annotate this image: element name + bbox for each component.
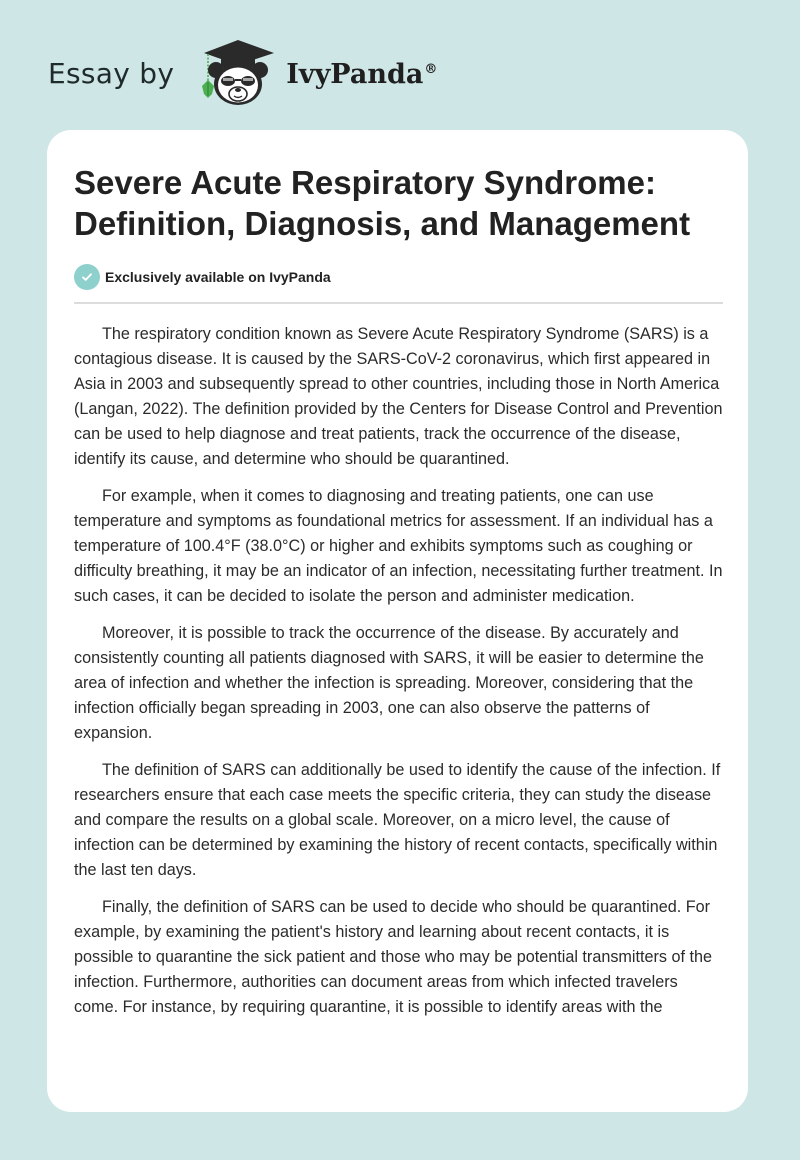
divider [74, 302, 723, 304]
essay-title: Severe Acute Respiratory Syndrome: Definition, Diagnosis, and Management [74, 164, 691, 242]
registered-mark: ® [424, 62, 438, 77]
paragraph: Moreover, it is possible to track the occurrence of the disease. By accurately and consistently counting all patients diagnosed with SARS, it will be easier to determine the area of infection and whether the infection is spreading. Moreover, considering that the infection officially began spreading in 2003, one can also observe the patterns of expansion. [74, 624, 704, 742]
brand-text: IvyPanda [286, 59, 424, 90]
paragraph: For example, when it comes to diagnosing and treating patients, one can use temperature and symptoms as foundational metrics for assessment. If an individual has a temperature of 100.4°F (38.0°C) or higher and exhibits symptoms such as coughing or difficulty breathing, it may be an indicator of an infection, necessitating further treatment. In such cases, it can be decided to isolate the person and administer medication. [74, 487, 723, 605]
paragraph: Finally, the definition of SARS can be used to decide who should be quarantined. For example, by examining the patient's history and learning about recent contacts, it is possible to quarantine the sick patient and those who may be potential transmitters of the infection. Furthermore, authorities can document areas from which infected travelers come. For instance, by requiring quarantine, it is possible to identify areas with the [74, 898, 712, 1016]
exclusive-badge [74, 264, 331, 290]
paragraph: The respiratory condition known as Severe Acute Respiratory Syndrome (SARS) is a contagious disease. It is caused by the SARS-CoV-2 coronavirus, which first appeared in Asia in 2003 and subsequently spread to other countries, including those in North America (Langan, 2022). The definition provided by the Centers for Disease Control and Prevention can be used to help diagnose and treat patients, track the occurrence of the disease, identify its cause, and determine who should be quarantined. [74, 325, 723, 468]
site-header [48, 34, 437, 109]
paragraph: The definition of SARS can additionally be used to identify the cause of the infection. If researchers ensure that each case meets the specific criteria, they can study the disease and compare the results on a global scale. Moreover, on a micro level, the cause of infection can be determined by examining the history of recent contacts, specifically within the last ten days. [74, 761, 721, 879]
essay-card [47, 130, 748, 1112]
panda-graduate-logo-icon[interactable] [192, 36, 278, 108]
essay-body [74, 322, 726, 1032]
essay-by-label: Essay by [48, 57, 175, 90]
exclusive-badge-text: Exclusively available on IvyPanda [105, 269, 331, 285]
check-circle-icon [74, 264, 100, 290]
brand-name[interactable] [286, 59, 437, 90]
